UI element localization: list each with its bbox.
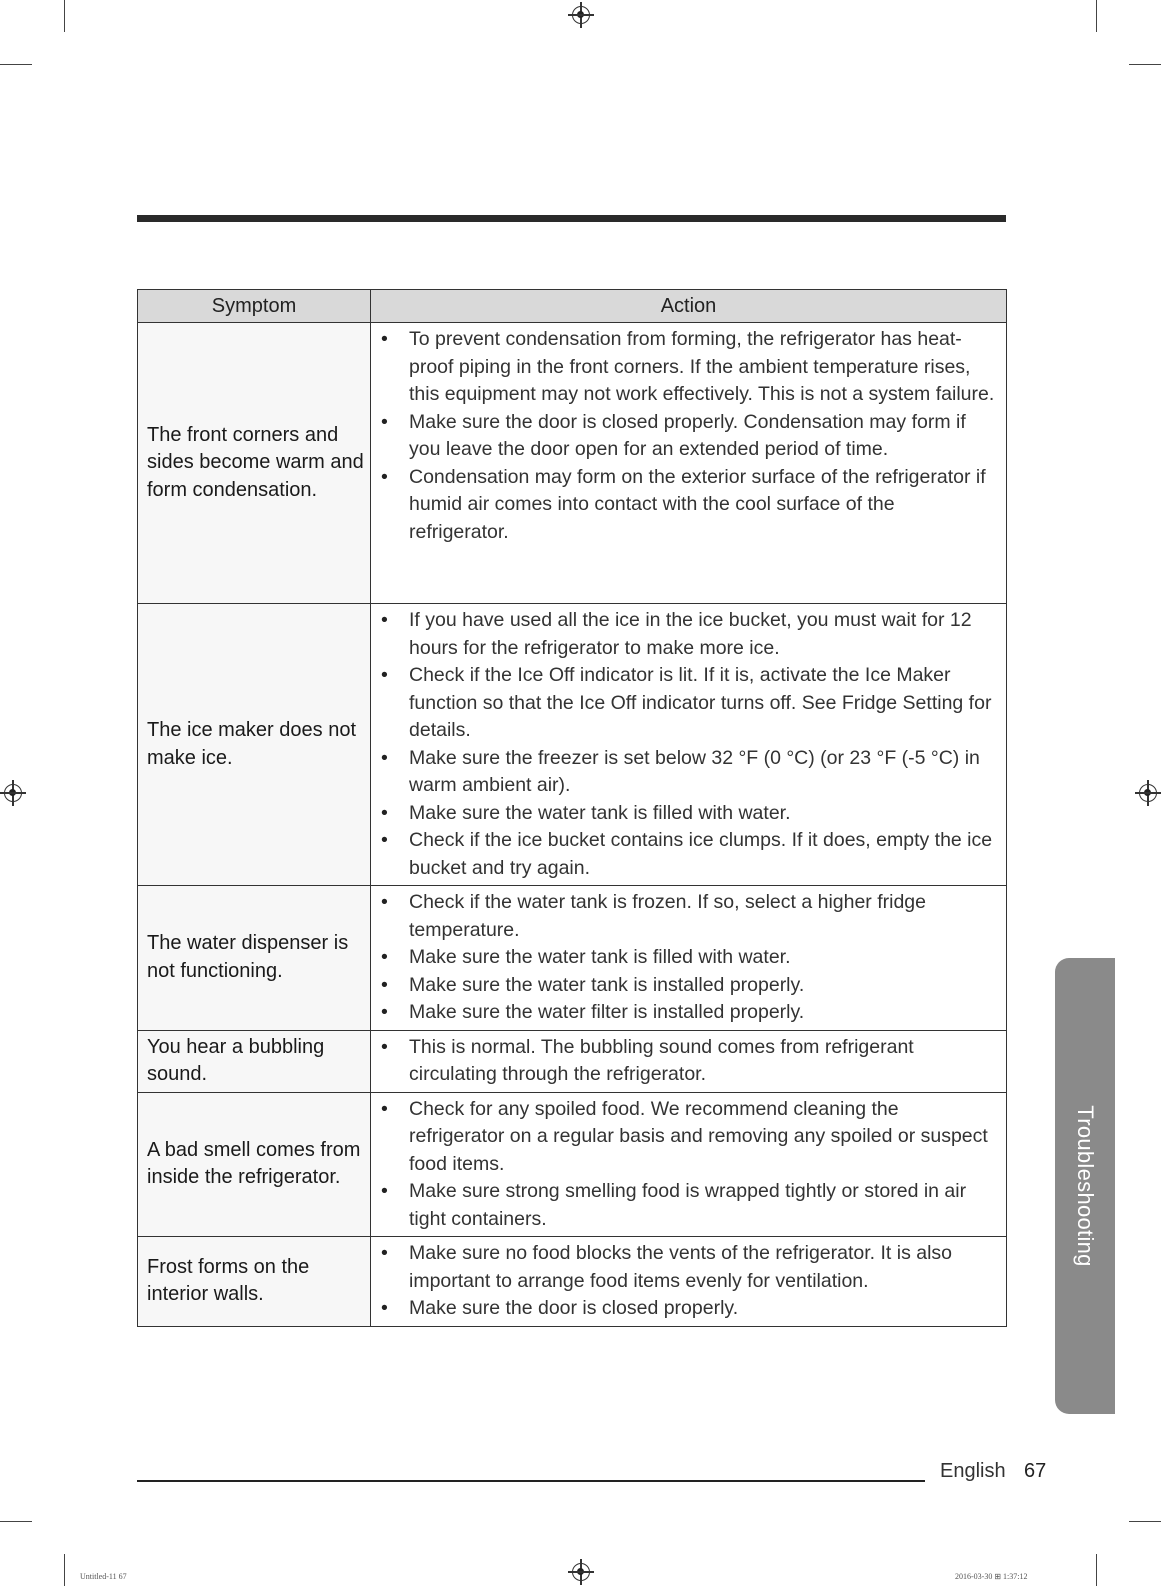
symptom-cell: Frost forms on the interior walls. — [138, 1237, 371, 1327]
registration-mark-icon — [4, 784, 22, 802]
action-item: • Make sure strong smelling food is wrapped tightly or stored in air tight containers. — [379, 1178, 996, 1233]
action-item: • Make sure the water tank is filled with water. — [379, 800, 996, 828]
table-header-row — [138, 290, 1007, 323]
crop-mark — [1096, 1554, 1097, 1586]
action-cell — [371, 1092, 1007, 1237]
footer-language: English — [940, 1460, 1006, 1482]
crop-mark — [0, 1521, 32, 1522]
symptom-cell: You hear a bubbling sound. — [138, 1030, 371, 1092]
action-item: • Check if the ice bucket contains ice clumps. If it does, empty the ice bucket and try again. — [379, 827, 996, 882]
table-row — [138, 1030, 1007, 1092]
action-item: • Check if the water tank is frozen. If so, select a higher fridge temperature. — [379, 889, 996, 944]
table-row — [138, 886, 1007, 1031]
registration-mark-icon — [572, 1563, 590, 1581]
action-item: • Make sure the water filter is installed properly. — [379, 999, 996, 1027]
symptom-cell: A bad smell comes from inside the refrigerator. — [138, 1092, 371, 1237]
action-item: • Check for any spoiled food. We recommend cleaning the refrigerator on a regular basis and removing any spoiled or suspect food items. — [379, 1096, 996, 1179]
troubleshooting-table — [137, 289, 1007, 1327]
symptom-cell: The front corners and sides become warm and form condensation. — [138, 323, 371, 604]
symptom-cell: The water dispenser is not functioning. — [138, 886, 371, 1031]
action-item: • Condensation may form on the exterior surface of the refrigerator if humid air comes into contact with the cool surface of the refrigerator. — [379, 464, 996, 547]
section-tab — [1055, 958, 1115, 1414]
table-row — [138, 323, 1007, 604]
header-rule — [137, 215, 1006, 222]
table-row — [138, 1092, 1007, 1237]
crop-mark — [64, 1554, 65, 1586]
print-slug-timestamp: 2016-03-30 ⊞ 1:37:12 — [955, 1572, 1028, 1581]
action-item: • Make sure the water tank is installed properly. — [379, 972, 996, 1000]
action-cell — [371, 323, 1007, 604]
crop-mark — [64, 0, 65, 32]
crop-mark — [1096, 0, 1097, 32]
action-item: • Make sure the water tank is filled with water. — [379, 944, 996, 972]
action-cell — [371, 886, 1007, 1031]
action-item: • Check if the Ice Off indicator is lit. If it is, activate the Ice Maker function so that the Ice Off indicator turns off. See Fridge Setting for details. — [379, 662, 996, 745]
action-item: • This is normal. The bubbling sound comes from refrigerant circulating through the refrigerator. — [379, 1034, 996, 1089]
table-row — [138, 604, 1007, 886]
column-header-action: Action — [371, 290, 1007, 323]
action-item: • Make sure no food blocks the vents of the refrigerator. It is also important to arrange food items evenly for ventilation. — [379, 1240, 996, 1295]
print-slug-file: Untitled-11 67 — [80, 1572, 127, 1581]
table-row — [138, 1237, 1007, 1327]
action-cell — [371, 1030, 1007, 1092]
section-tab-label: Troubleshooting — [1073, 1105, 1098, 1267]
registration-mark-icon — [1139, 784, 1157, 802]
page-number: 67 — [1024, 1460, 1047, 1482]
action-item: • To prevent condensation from forming, the refrigerator has heat-proof piping in the front corners. If the ambient temperature rises, this equipment may not work effectively. This is not a system failure. — [379, 326, 996, 409]
action-item: • If you have used all the ice in the ice bucket, you must wait for 12 hours for the refrigerator to make more ice. — [379, 607, 996, 662]
crop-mark — [1129, 1521, 1161, 1522]
action-item: • Make sure the door is closed properly. Condensation may form if you leave the door open for an extended period of time. — [379, 409, 996, 464]
footer-rule — [137, 1480, 925, 1482]
action-item: • Make sure the freezer is set below 32 °F (0 °C) (or 23 °F (-5 °C) in warm ambient air). — [379, 745, 996, 800]
crop-mark — [0, 64, 32, 65]
crop-mark — [1129, 64, 1161, 65]
column-header-symptom: Symptom — [138, 290, 371, 323]
action-cell — [371, 1237, 1007, 1327]
registration-mark-icon — [572, 6, 590, 24]
action-item: • Make sure the door is closed properly. — [379, 1295, 996, 1323]
symptom-cell: The ice maker does not make ice. — [138, 604, 371, 886]
action-cell — [371, 604, 1007, 886]
